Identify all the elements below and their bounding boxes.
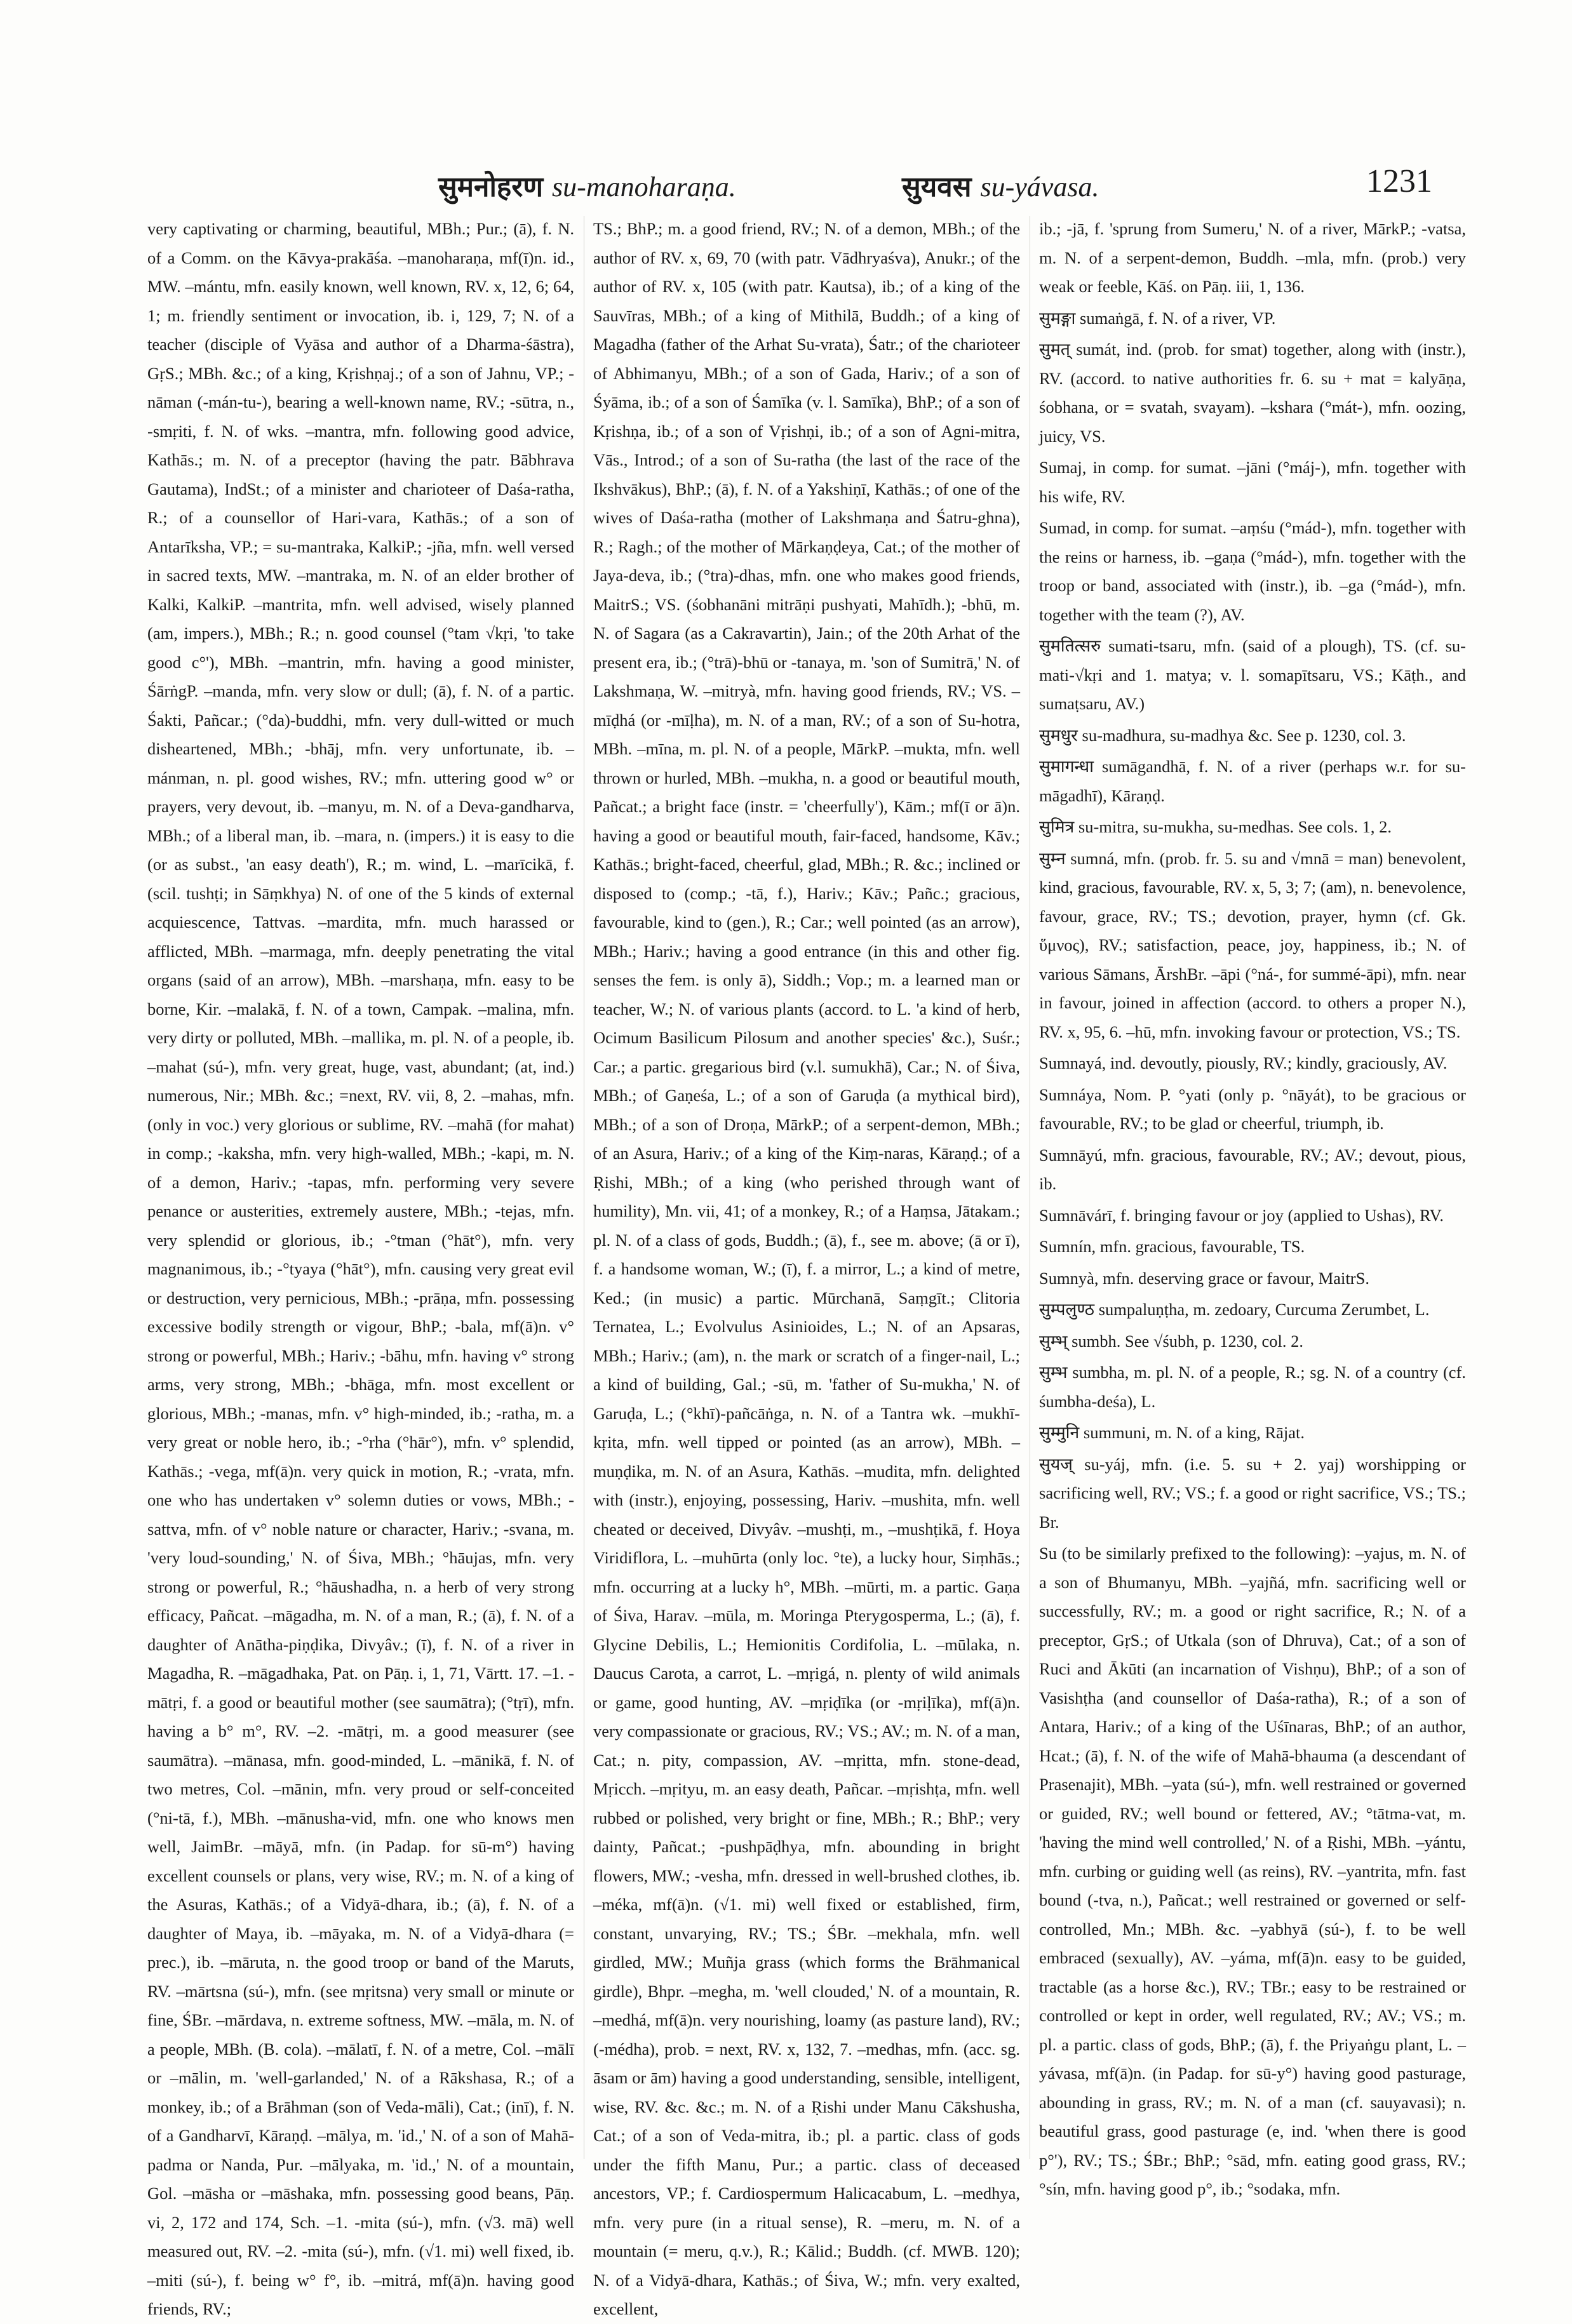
- entry-sumbha: सुम्भ sumbha, m. pl. N. of a people, R.; sg. N. of a country (cf. śumbha-deśa), L.: [1039, 1363, 1466, 1411]
- entry-sumanga: सुमङ्गा sumaṅgā, f. N. of a river, VP.: [1039, 308, 1276, 328]
- entry-sumagandha: सुमागन्धा sumāgandhā, f. N. of a river (perhaps w.r. for su-māgadhī), Kāraṇḍ.: [1039, 757, 1466, 805]
- entry-sumad: Sumad, in comp. for sumat. –aṃśu (°mád-), mfn. together with the reins or harness, ib. –gaṇa (°mád-), mfn. together with the troop or band, associated with (instr.), ib. –ga (°mád-), mfn. together with the team (?), AV.: [1039, 518, 1466, 624]
- running-head-mid-devanagari: सुयवस: [902, 171, 972, 203]
- running-head-mid-latin: su-yávasa.: [980, 171, 1099, 203]
- entry-sumnavari: Sumnāvárī, f. bringing favour or joy (applied to Ushas), RV.: [1039, 1205, 1444, 1225]
- entry-sumnaya-nom: Sumnáya, Nom. P. °yati (only p. °nāyát), to be gracious or favourable, RV.; to be glad or cheerful, triumph, ib.: [1039, 1085, 1466, 1133]
- entry-sumpaluntha: सुम्पलुण्ठ sumpaluṇṭha, m. zedoary, Curcuma Zerumbet, L.: [1039, 1300, 1430, 1319]
- entry-text: ib.; -jā, f. 'sprung from Sumeru,' N. of a river, MārkP.; -vatsa, m. N. of a serpent-demon, Buddh. –mla, mfn. (prob.) very weak or feeble, Kāś. on Pāṇ. iii, 1, 136.: [1039, 219, 1466, 296]
- running-head-middle: [902, 166, 1099, 204]
- entry-sumaj: Sumaj, in comp. for sumat. –jāni (°máj-), mfn. together with his wife, RV.: [1039, 458, 1466, 506]
- entry-summuni: सुम्मुनि summuni, m. N. of a king, Rājat.: [1039, 1423, 1305, 1442]
- running-head-left: [438, 166, 736, 204]
- entry-sumati-tsaru: सुमतित्सरु sumati-tsaru, mfn. (said of a plough), TS. (cf. su-mati-√kṛi and 1. matya; v. l. somapītsaru, VS.; Kāṭh., and sumaṭsaru, AV.): [1039, 636, 1466, 713]
- entry-sumat: सुमत् sumát, ind. (prob. for smat) together, along with (instr.), RV. (accord. to native authorities fr. 6. su + mat = kalyāṇa, śobhana, or = svatah, svayam). –kshara (°mát-), mfn. oozing, juicy, VS.: [1039, 340, 1466, 446]
- entry-sumna: सुम्न sumná, mfn. (prob. fr. 5. su and √mnā = man) benevolent, kind, gracious, favourable, RV. x, 5, 3; 7; (am), n. benevolence, favour, grace, RV.; TS.; devotion, prayer, hymn (cf. Gk. ὕμνος), RV.; satisfaction, peace, joy, happiness, ib.; N. of various Sāmans, ĀrshBr. –āpi (°ná-, for summé-āpi), mfn. near in favour, joined in affection (accord. to others a proper N.), RV. x, 95, 6. –hū, mfn. invoking favour or protection, VS.; TS.: [1039, 848, 1466, 1041]
- entry-su-madhura: सुमधुर su-madhura, su-madhya &c. See p. 1230, col. 3.: [1039, 725, 1406, 745]
- column-1: [147, 215, 574, 2318]
- page-number: 1231: [1366, 163, 1432, 199]
- running-head-left-devanagari: सुमनोहरण: [438, 171, 544, 203]
- running-head-left-latin: su-manoharaṇa.: [552, 171, 736, 203]
- entry-sumbh: सुम्भ् sumbh. See √śubh, p. 1230, col. 2.: [1039, 1331, 1304, 1351]
- entry-sumnaya-ind: Sumnayá, ind. devoutly, piously, RV.; kindly, graciously, AV.: [1039, 1053, 1448, 1072]
- entry-su-prefix: Su (to be similarly prefixed to the following): –yajus, m. N. of a son of Bhumanyu, MBh. –yajñá, mfn. sacrificing well or successfully, RV.; m. a good or right sacrifice, R.; N. of a preceptor, GṛS.; of Utkala (son of Dhruva), Cat.; of a son of Ruci and Ākūti (an incarnation of Vishṇu), BhP.; of a son of Vasishṭha (and counsellor of Daśa-ratha), R.; of a son of Antara, Hariv.; of a king of the Uśīnaras, BhP.; of an author, Hcat.; (ā), f. N. of the wife of Mahā-bhauma (a descendant of Prasenajit), MBh. –yata (sú-), mfn. well restrained or governed or guided, RV.; well bound or fettered, AV.; °tātma-vat, m. 'having the mind well controlled,' N. of a Ṛishi, MBh. –yántu, mfn. curbing or guiding well (as reins), RV. –yantrita, mfn. fast bound (-tva, n.), Pañcat.; well restrained or governed or self-controlled, Mn.; MBh. &c. –yabhyā (sú-), f. to be well embraced (sexually), AV. –yáma, mf(ā)n. easy to be guided, tractable (as a horse &c.), RV.; TBr.; easy to be restrained or controlled or kept in order, well regulated, RV.; AV.; VS.; m. pl. a partic. class of gods, BhP.; (ā), f. the Priyaṅgu plant, L. –yávasa, mf(ā)n. (in Padap. for sū-y°) having good pasturage, abounding in grass, RV.; m. N. of a man (cf. sauyavasi); n. beautiful grass, good pasturage (e, ind. 'when there is good p°'), RV.; TS.; ŚBr.; BhP.; °sād, mfn. eating good grass, RV.; °sín, mfn. having good p°, ib.; °sodaka, mfn.: [1039, 1544, 1466, 2198]
- entry-su-mitra: सुमित्र su-mitra, su-mukha, su-medhas. See cols. 1, 2.: [1039, 817, 1392, 836]
- entry-sumnayu: Sumnāyú, mfn. gracious, favourable, RV.; AV.; devout, pious, ib.: [1039, 1145, 1466, 1193]
- column-3: [1039, 215, 1466, 2198]
- running-head: [0, 163, 1572, 211]
- entry-sumnya: Sumnyà, mfn. deserving grace or favour, MaitrS.: [1039, 1268, 1369, 1288]
- entry-text: TS.; BhP.; m. a good friend, RV.; N. of a demon, MBh.; of the author of RV. x, 69, 70 (with patr. Vādhryaśva), Anukr.; of the author of RV. x, 105 (with patr. Kautsa), ib.; of a king of the Sauvīras, MBh.; of a king of Mithilā, Buddh.; of a king of Magadha (father of the Arhat Su-vrata), Śatr.; of the charioteer of Abhimanyu, MBh.; of a son of Gada, Hariv.; of a son of Śyāma, ib.; of a son of Śamīka (v. l. Samīka), BhP.; of a son of Kṛishṇa, ib.; of a son of Vṛishṇi, ib.; of a son of Agni-mitra, Vās., Introd.; of a son of Su-ratha (the last of the race of the Ikshvākus), BhP.; (ā), f. N. of a Yakshiṇī, Kathās.; of one of the wives of Daśa-ratha (mother of Lakshmaṇa and Śatru-ghna), R.; Ragh.; of the mother of Mārkaṇḍeya, Cat.; of the mother of Jaya-deva, ib.; (°tra)-dhas, mfn. one who makes good friends, MaitrS.; VS. (śobhanāni mitrāṇi pushyati, Mahīdh.); -bhū, m. N. of Sagara (as a Cakravartin), Jain.; of the 20th Arhat of the present era, ib.; (°trā)-bhū or -tanaya, m. 'son of Sumitrā,' N. of Lakshmaṇa, W. –mitryà, mfn. having good friends, RV.; VS. –mīḍhá (or -mīḷha), m. N. of a man, RV.; of a son of Su-hotra, MBh. –mīna, m. pl. N. of a people, MārkP. –mukta, mfn. well thrown or hurled, MBh. –mukha, n. a good or beautiful mouth, Pañcat.; a bright face (instr. = 'cheerfully'), Kām.; mf(ī or ā)n. having a good or beautiful mouth, fair-faced, handsome, Kāv.; Kathās.; bright-faced, cheerful, glad, MBh.; R. &c.; inclined or disposed to (comp.; -tā, f.), Hariv.; Kāv.; Pañc.; gracious, favourable, kind to (gen.), R.; Car.; well pointed (as an arrow), MBh.; Hariv.; having a good entrance (in this and other fig. senses the fem. is only ā), Siddh.; Vop.; m. a learned man or teacher, W.; N. of various plants (accord. to L. 'a kind of herb, Ocimum Basilicum Pilosum and another species' &c.), Suśr.; Car.; a partic. gregarious bird (v.l. sumukhā), Car.; N. of Śiva, MBh.; of Gaṇeśa, L.; of a son of Garuḍa (a mythical bird), MBh.; of a son of Droṇa, MārkP.; of a serpent-demon, MBh.; of an Asura, Hariv.; of a king of the Kiṃ-naras, Kāraṇḍ.; of a Ṛishi, MBh.; of a king (who perished through want of humility), Mn. vii, 41; of a monkey, R.; of a Haṃsa, Jātakam.; pl. N. of a class of gods, Buddh.; (ā), f., see m. above; (ā or ī), f. a handsome woman, W.; (ī), f. a mirror, L.; a kind of metre, Ked.; (in music) a partic. Mūrchanā, Saṃgīt.; Clitoria Ternatea, L.; Evolvulus Asinioides, L.; N. of an Apsaras, MBh.; Hariv.; (am), n. the mark or scratch of a finger-nail, L.; a kind of building, Gal.; -sū, m. 'father of Su-mukha,' N. of Garuḍa, L.; (°khī)-pañcāṅga, n. N. of a Tantra wk. –mukhī-kṛita, mfn. well tipped or pointed (as an arrow), MBh. –muṇḍika, m. N. of an Asura, Kathās. –mudita, mfn. delighted with (instr.), enjoying, possessing, Hariv. –mushita, mfn. well cheated or deceived, Divyâv. –mushṭi, m., –mushṭikā, f. Hoya Viridiflora, L. –muhūrta (only loc. °te), a lucky hour, Siṃhās.; mfn. occurring at a lucky h°, MBh. –mūrti, m. a partic. Gaṇa of Śiva, Harav. –mūla, m. Moringa Pterygosperma, L.; (ā), f. Glycine Debilis, L.; Hemionitis Cordifolia, L. –mūlaka, n. Daucus Carota, a carrot, L. –mṛigá, n. plenty of wild animals or game, good hunting, AV. –mṛiḍīka (or -mṛiḷīka), mf(ā)n. very compassionate or gracious, RV.; VS.; AV.; m. N. of a man, Cat.; n. pity, compassion, AV. –mṛitta, mfn. stone-dead, Mṛicch. –mṛityu, m. an easy death, Pañcar. –mṛishṭa, mfn. well rubbed or polished, very bright or fine, MBh.; R.; BhP.; very dainty, Pañcat.; -pushpāḍhya, mfn. abounding in bright flowers, MW.; -vesha, mfn. dressed in well-brushed clothes, ib. –méka, mf(ā)n. (√1. mi) well fixed or established, firm, constant, unvarying, RV.; TS.; ŚBr. –mekhala, mfn. well girdled, MW.; Muñja grass (which forms the Brāhmanical girdle), Bhpr. –megha, m. 'well clouded,' N. of a mountain, R. –medhá, mf(ā)n. very nourishing, loamy (as pasture land), RV.; (-médha), prob. = next, RV. x, 132, 7. –medhas, mfn. (acc. sg. āsam or ām) having a good understanding, sensible, intelligent, wise, RV. &c. &c.; m. N. of a Ṛishi under Manu Cākshusha, Cat.; of a son of Veda-mitra, ib.; pl. a partic. class of gods under the fifth Manu, Pur.; a partic. class of deceased ancestors, VP.; f. Cardiospermum Halicacabum, L. –medhya, mfn. very pure (in a ritual sense), R. –meru, m. N. of a mountain (= meru, q.v.), R.; Kālid.; Buddh. (cf. MWB. 120); N. of a Vidyā-dhara, Kathās.; of Śiva, W.; mfn. very exalted, excellent,: [593, 219, 1020, 2318]
- entry-su-yaj: सुयज् su-yáj, mfn. (i.e. 5. su + 2. yaj) worshipping or sacrificing well, RV.; VS.; f. a good or right sacrifice, VS.; TS.; Br.: [1039, 1454, 1466, 1532]
- entry-sumnin: Sumnín, mfn. gracious, favourable, TS.: [1039, 1237, 1305, 1256]
- column-2: [593, 215, 1020, 2318]
- entry-text: very captivating or charming, beautiful, MBh.; Pur.; (ā), f. N. of a Comm. on the Kāvya-prakāśa. –manoharaṇa, mf(ī)n. id., MW. –mántu, mfn. easily known, well known, RV. x, 12, 6; 64, 1; m. friendly sentiment or invocation, ib. i, 129, 7; N. of a teacher (disciple of Vyāsa and author of a Dharma-śāstra), GṛS.; MBh. &c.; of a king, Kṛishṇaj.; of a son of Jahnu, VP.; -nāman (-mán-tu-), bearing a well-known name, RV.; -sūtra, n., -smṛiti, f. N. of wks. –mantra, mfn. following good advice, Kathās.; m. N. of a preceptor (having the patr. Bābhrava Gautama), IndSt.; of a minister and charioteer of Daśa-ratha, R.; of a counsellor of Hari-vara, Kathās.; of a son of Antarīksha, VP.; = su-mantraka, KalkiP.; -jña, mfn. well versed in sacred texts, MW. –mantraka, m. N. of an elder brother of Kalki, KalkiP. –mantrita, mfn. well advised, wisely planned (am, impers.), MBh.; R.; n. good counsel (°tam √kṛi, 'to take good c°'), MBh. –mantrin, mfn. having a good minister, ŚārṅgP. –manda, mfn. very slow or dull; (ā), f. N. of a partic. Śakti, Pañcar.; (°da)-buddhi, mfn. very dull-witted or much disheartened, MBh.; -bhāj, mfn. very unfortunate, ib. –mánman, n. pl. good wishes, RV.; mfn. uttering good w° or prayers, very devout, ib. –manyu, m. N. of a Deva-gandharva, MBh.; of a liberal man, ib. –mara, n. (impers.) it is easy to die (or as subst., 'an easy death'), R.; m. wind, L. –marīcikā, f. (scil. tushṭi; in Sāṃkhya) N. of one of the 5 kinds of external acquiescence, Tattvas. –mardita, mfn. much harassed or afflicted, MBh. –marmaga, mfn. deeply penetrating the vital organs (said of an arrow), MBh. –marshaṇa, mfn. easy to be borne, Kir. –malakā, f. N. of a town, Campak. –malina, mfn. very dirty or polluted, MBh. –mallika, m. pl. N. of a people, ib. –mahat (sú-), mfn. very great, huge, vast, abundant; (at, ind.) numerous, Nir.; MBh. &c.; =next, RV. vii, 8, 2. –mahas, mfn. (only in voc.) very glorious or sublime, RV. –mahā (for mahat) in comp.; -kaksha, mfn. very high-walled, MBh.; -kapi, m. N. of a demon, Hariv.; -tapas, mfn. performing very severe penance or austerities, extremely austere, MBh.; -tejas, mfn. very splendid or glorious, ib.; -°tman (°hāt°), mfn. very magnanimous, ib.; -°tyaya (°hāt°), mfn. causing very great evil or destruction, very pernicious, MBh.; -prāṇa, mfn. possessing excessive bodily strength or vigour, BhP.; -bala, mf(ā)n. v° strong or powerful, MBh.; Hariv.; -bāhu, mfn. having v° strong arms, very strong, MBh.; -bhāga, mfn. most excellent or glorious, MBh.; -manas, mfn. v° high-minded, ib.; -ratha, m. a very great or noble hero, ib.; -°rha (°hār°), mfn. v° splendid, Kathās.; -vega, mf(ā)n. very quick in motion, R.; -vrata, mfn. one who has undertaken v° solemn duties or vows, MBh.; -sattva, mfn. of v° noble nature or character, Hariv.; -svana, m. 'very loud-sounding,' N. of Śiva, MBh.; °hāujas, mfn. very strong or powerful, R.; °hāushadha, n. a herb of very strong efficacy, Pañcat. –māgadha, m. N. of a man, R.; (ā), f. N. of a daughter of Anātha-piṇḍika, Divyâv.; (ī), f. N. of a river in Magadha, R. –māgadhaka, Pat. on Pāṇ. i, 1, 71, Vārtt. 17. –1. -mātṛi, f. a good or beautiful mother (see saumātra); (°tṛī), mfn. having a b° m°, RV. –2. -mātṛi, m. a good measurer (see saumātra). –mānasa, mfn. good-minded, L. –mānikā, f. N. of two metres, Col. –mānin, mfn. very proud or self-conceited (°ni-tā, f.), MBh. –mānusha-vid, mfn. one who knows men well, JaimBr. –māyā, mfn. (in Padap. for sū-m°) having excellent counsels or plans, very wise, RV.; m. N. of a king of the Asuras, Kathās.; of a Vidyā-dhara, ib.; (ā), f. N. of a daughter of Maya, ib. –māyaka, m. N. of a Vidyā-dhara (= prec.), ib. –māruta, n. the good troop or band of the Maruts, RV. –mārtsna (sú-), mfn. (see mṛitsna) very small or minute or fine, ŚBr. –mārdava, n. extreme softness, MW. –māla, m. N. of a people, MBh. (B. cola). –mālatī, f. N. of a metre, Col. –mālī or –mālin, m. 'well-garlanded,' N. of a Rākshasa, R.; of a monkey, ib.; of a Brāhman (son of Veda-māli), Cat.; (inī), f. N. of a Gandharvī, Kāraṇḍ. –mālya, m. 'id.,' N. of a son of Mahā-padma or Nanda, Pur. –mālyaka, m. 'id.,' N. of a mountain, Gol. –māsha or –māshaka, mfn. possessing good beans, Pāṇ. vi, 2, 172 and 174, Sch. –1. -mita (sú-), mfn. (√3. mā) well measured out, RV. –2. -mita (sú-), mfn. (√1. mi) well fixed, ib. –miti (sú-), f. being w° f°, ib. –mitrá, mf(ā)n. having good friends, RV.;: [147, 219, 574, 2318]
